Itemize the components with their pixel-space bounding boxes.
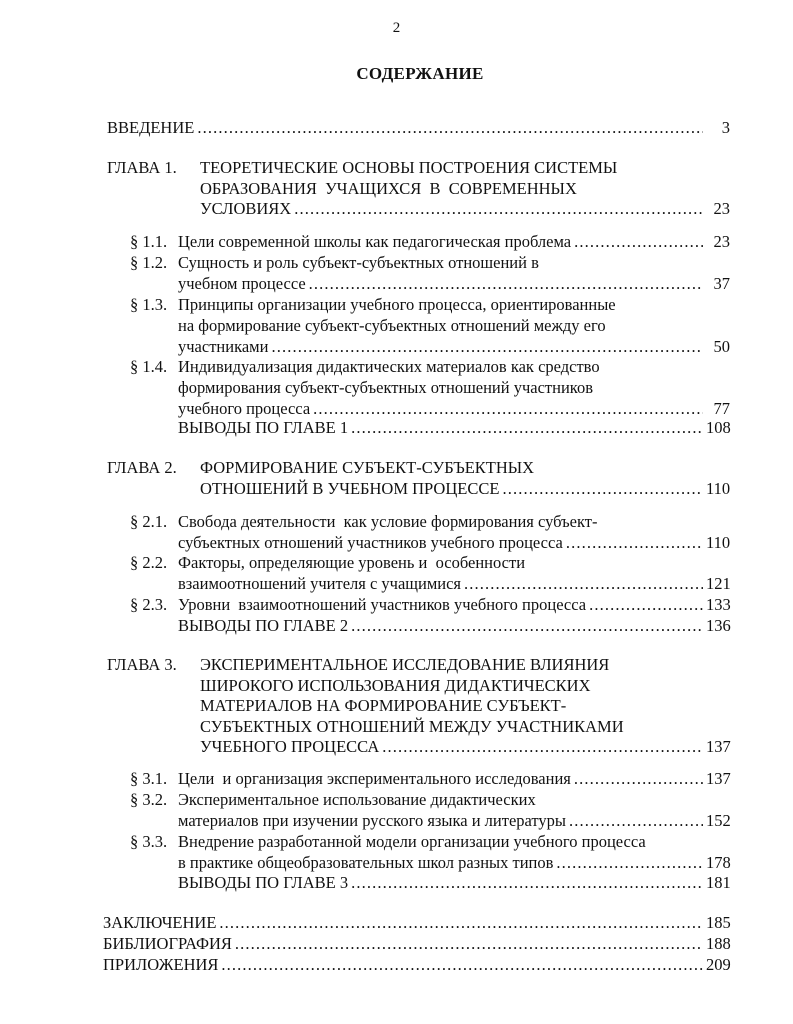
chapter-title-line: ЭКСПЕРИМЕНТАЛЬНОЕ ИССЛЕДОВАНИЕ ВЛИЯНИЯ <box>200 655 610 674</box>
chapter-conclusion-page: 136 <box>706 616 731 635</box>
toc-intro <box>107 118 730 138</box>
section-entry-line: на формирование субъект-субъектных отношений между его <box>178 315 606 335</box>
section-entry-text: в практике общеобразовательных школ разных типов <box>178 852 554 872</box>
section-number: § 3.1. <box>130 769 168 788</box>
chapter-title-line: ШИРОКОГО ИСПОЛЬЗОВАНИЯ ДИДАКТИЧЕСКИХ <box>200 675 591 695</box>
leader-dots <box>313 399 703 419</box>
section-entry-line: формирования субъект-субъектных отношений участников <box>178 377 593 397</box>
toc-end-entry-text: БИБЛИОГРАФИЯ <box>103 934 232 953</box>
leader-dots <box>221 955 703 975</box>
section-entry <box>178 811 730 831</box>
chapter-conclusion-page: 108 <box>706 418 731 437</box>
section-entry <box>178 533 730 553</box>
section-entry-line: Сущность и роль субъект-субъектных отношений в <box>178 253 539 272</box>
chapter-conclusion-text: ВЫВОДЫ ПО ГЛАВЕ 1 <box>178 418 349 437</box>
section-entry-text: участниками <box>178 336 269 356</box>
section-entry-page: 37 <box>713 273 730 293</box>
leader-dots <box>351 873 703 893</box>
chapter-title-page: 137 <box>706 737 731 756</box>
chapter-title-page: 110 <box>706 478 731 498</box>
chapter-title-line: ТЕОРЕТИЧЕСКИЕ ОСНОВЫ ПОСТРОЕНИЯ СИСТЕМЫ <box>200 158 618 177</box>
section-entry-text: взаимоотношений учителя с учащимися <box>178 573 462 593</box>
leader-dots <box>219 913 703 933</box>
toc-intro-text: ВВЕДЕНИЕ <box>107 118 195 137</box>
section-entry-text: учебного процесса <box>178 398 311 418</box>
chapter-title-page: 23 <box>713 199 730 218</box>
leader-dots <box>235 934 703 954</box>
section-number: § 1.2. <box>130 253 168 272</box>
section-number: § 3.2. <box>130 790 168 809</box>
chapter-conclusion-text: ВЫВОДЫ ПО ГЛАВЕ 3 <box>178 873 349 892</box>
section-entry-text: Уровни взаимоотношений участников учебного процесса <box>178 595 587 614</box>
section-entry <box>178 399 730 419</box>
section-entry-page: 121 <box>706 573 731 593</box>
section-entry-page: 137 <box>706 769 731 788</box>
section-entry-page: 50 <box>713 336 730 356</box>
section-entry-line: Факторы, определяющие уровень и особенности <box>178 553 526 572</box>
toc-end-entry-text: ПРИЛОЖЕНИЯ <box>103 955 219 974</box>
toc-end-entry <box>103 955 730 975</box>
chapter-conclusion <box>178 616 730 636</box>
section-entry <box>178 769 730 789</box>
chapter-title-line: ОБРАЗОВАНИЯ УЧАЩИХСЯ В СОВРЕМЕННЫХ <box>200 178 577 198</box>
leader-dots <box>351 418 703 438</box>
section-entry-text: учебном процессе <box>178 273 306 293</box>
chapter-label: ГЛАВА 2. <box>107 458 177 477</box>
section-entry <box>178 337 730 357</box>
section-entry <box>178 574 730 594</box>
page-title: СОДЕРЖАНИЕ <box>356 64 484 83</box>
toc-end-entry-page: 209 <box>706 955 731 974</box>
chapter-title-text: УЧЕБНОГО ПРОЦЕССА <box>200 737 380 756</box>
section-entry <box>178 853 730 873</box>
section-entry <box>178 595 730 615</box>
chapter-title-text: ОТНОШЕНИЙ В УЧЕБНОМ ПРОЦЕССЕ <box>200 478 500 498</box>
section-number: § 2.1. <box>130 512 168 531</box>
leader-dots <box>271 337 703 357</box>
leader-dots <box>309 274 703 294</box>
leader-dots <box>502 479 703 499</box>
section-entry-line: Экспериментальное использование дидактических <box>178 790 536 809</box>
chapter-title-text: УСЛОВИЯХ <box>200 199 292 218</box>
chapter-title-line: СУБЪЕКТНЫХ ОТНОШЕНИЙ МЕЖДУ УЧАСТНИКАМИ <box>200 716 624 736</box>
section-number: § 1.1. <box>130 232 168 251</box>
section-entry-line: Свобода деятельности как условие формирования субъект- <box>178 512 598 531</box>
leader-dots <box>294 199 703 219</box>
chapter-conclusion-text: ВЫВОДЫ ПО ГЛАВЕ 2 <box>178 616 349 635</box>
section-number: § 3.3. <box>130 832 168 851</box>
section-entry-page: 152 <box>706 810 731 830</box>
chapter-label: ГЛАВА 1. <box>107 158 177 177</box>
section-entry <box>178 232 730 252</box>
leader-dots <box>589 595 703 615</box>
section-entry-line: Индивидуализация дидактических материалов как средство <box>178 357 600 376</box>
section-entry-line: Внедрение разработанной модели организации учебного процесса <box>178 832 646 851</box>
leader-dots <box>566 533 703 553</box>
toc-end-entry <box>103 913 730 933</box>
leader-dots <box>351 616 703 636</box>
chapter-title-line: ФОРМИРОВАНИЕ СУБЪЕКТ-СУБЪЕКТНЫХ <box>200 458 535 477</box>
section-entry-text: Цели и организация экспериментального исследования <box>178 769 571 788</box>
section-number: § 1.4. <box>130 357 168 376</box>
chapter-title <box>200 737 730 757</box>
leader-dots <box>197 118 703 138</box>
section-number: § 2.3. <box>130 595 168 614</box>
section-entry-page: 110 <box>706 532 731 552</box>
toc-end-entry <box>103 934 730 954</box>
chapter-conclusion <box>178 418 730 438</box>
leader-dots <box>556 853 703 873</box>
toc-intro-page: 3 <box>721 118 730 137</box>
chapter-title-line: МАТЕРИАЛОВ НА ФОРМИРОВАНИЕ СУБЪЕКТ- <box>200 696 567 715</box>
chapter-title <box>200 479 730 499</box>
chapter-title <box>200 199 730 219</box>
leader-dots <box>569 811 703 831</box>
section-number: § 2.2. <box>130 553 168 572</box>
section-entry <box>178 274 730 294</box>
leader-dots <box>464 574 703 594</box>
leader-dots <box>382 737 703 757</box>
toc-end-entry-page: 188 <box>706 934 731 953</box>
section-entry-page: 133 <box>706 595 731 614</box>
page-number: 2 <box>392 20 401 36</box>
section-entry-text: субъектных отношений участников учебного процесса <box>178 532 563 552</box>
leader-dots <box>574 232 703 252</box>
section-entry-text: материалов при изучении русского языка и литературы <box>178 810 567 830</box>
chapter-conclusion-page: 181 <box>706 873 731 892</box>
leader-dots <box>574 769 703 789</box>
section-entry-page: 23 <box>713 232 730 251</box>
chapter-label: ГЛАВА 3. <box>107 655 177 674</box>
toc-end-entry-page: 185 <box>706 913 731 932</box>
section-number: § 1.3. <box>130 295 168 314</box>
chapter-conclusion <box>178 873 730 893</box>
section-entry-page: 178 <box>706 852 731 872</box>
section-entry-text: Цели современной школы как педагогическая проблема <box>178 232 572 251</box>
section-entry-page: 77 <box>713 398 730 418</box>
section-entry-line: Принципы организации учебного процесса, ориентированные <box>178 295 616 314</box>
toc-end-entry-text: ЗАКЛЮЧЕНИЕ <box>103 913 217 932</box>
